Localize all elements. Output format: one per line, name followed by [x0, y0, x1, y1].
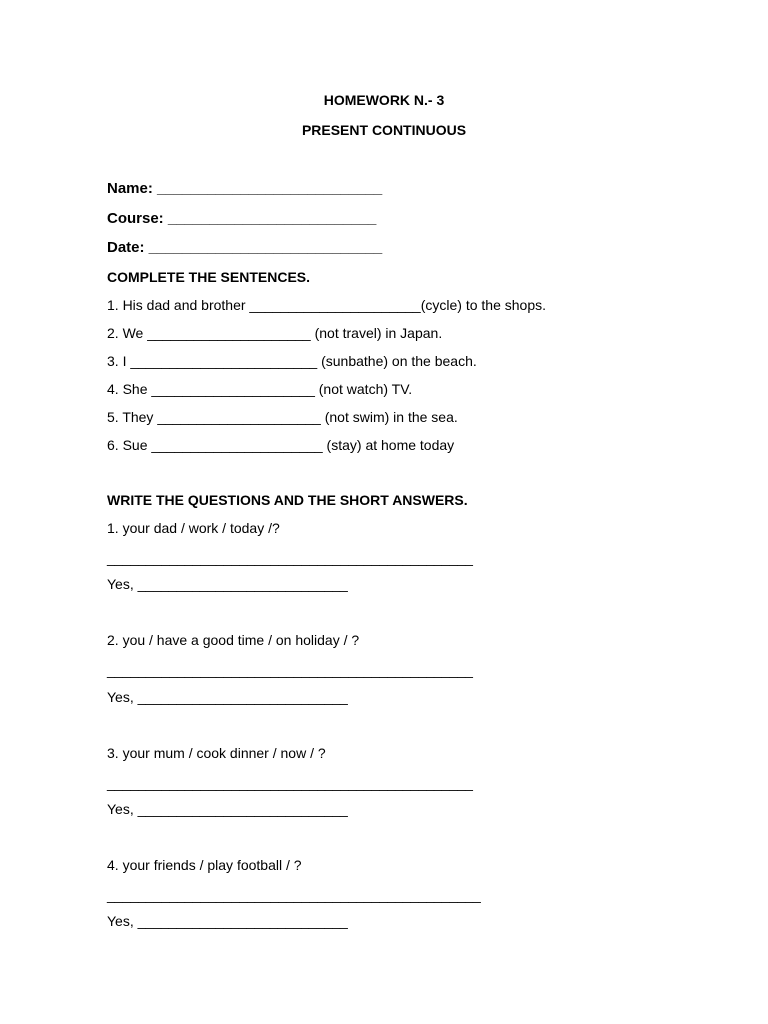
short-answer-line[interactable]: Yes, ___________________________ [107, 689, 348, 705]
sentence-item[interactable]: 2. We _____________________ (not travel) in Japan. [107, 325, 443, 341]
question-answer-line[interactable]: _______________________________________________ [107, 775, 473, 791]
short-answer-line[interactable]: Yes, ___________________________ [107, 576, 348, 592]
question-prompt: 2. you / have a good time / on holiday / ? [107, 632, 360, 648]
sentence-item[interactable]: 4. She _____________________ (not watch) TV. [107, 381, 413, 397]
date-field[interactable]: Date: ____________________________ [107, 239, 383, 256]
page-title: HOMEWORK N.- 3 [323, 92, 445, 108]
sentence-item[interactable]: 5. They _____________________ (not swim) in the sea. [107, 409, 458, 425]
name-field[interactable]: Name: ___________________________ [107, 180, 383, 197]
section1-heading: COMPLETE THE SENTENCES. [107, 269, 311, 285]
short-answer-line[interactable]: Yes, ___________________________ [107, 913, 348, 929]
short-answer-line[interactable]: Yes, ___________________________ [107, 801, 348, 817]
sentence-item[interactable]: 1. His dad and brother ______________________(cycle) to the shops. [107, 297, 546, 313]
question-prompt: 4. your friends / play football / ? [107, 857, 302, 873]
sentence-item[interactable]: 3. I ________________________ (sunbathe) on the beach. [107, 353, 477, 369]
section2-heading: WRITE THE QUESTIONS AND THE SHORT ANSWERS. [107, 492, 468, 508]
question-answer-line[interactable]: ________________________________________________ [107, 887, 481, 903]
question-answer-line[interactable]: _______________________________________________ [107, 550, 473, 566]
question-prompt: 3. your mum / cook dinner / now / ? [107, 745, 326, 761]
sentence-item[interactable]: 6. Sue ______________________ (stay) at home today [107, 437, 455, 453]
page-subtitle: PRESENT CONTINUOUS [301, 122, 467, 138]
question-answer-line[interactable]: _______________________________________________ [107, 662, 473, 678]
course-field[interactable]: Course: _________________________ [107, 210, 377, 227]
question-prompt: 1. your dad / work / today /? [107, 520, 280, 536]
